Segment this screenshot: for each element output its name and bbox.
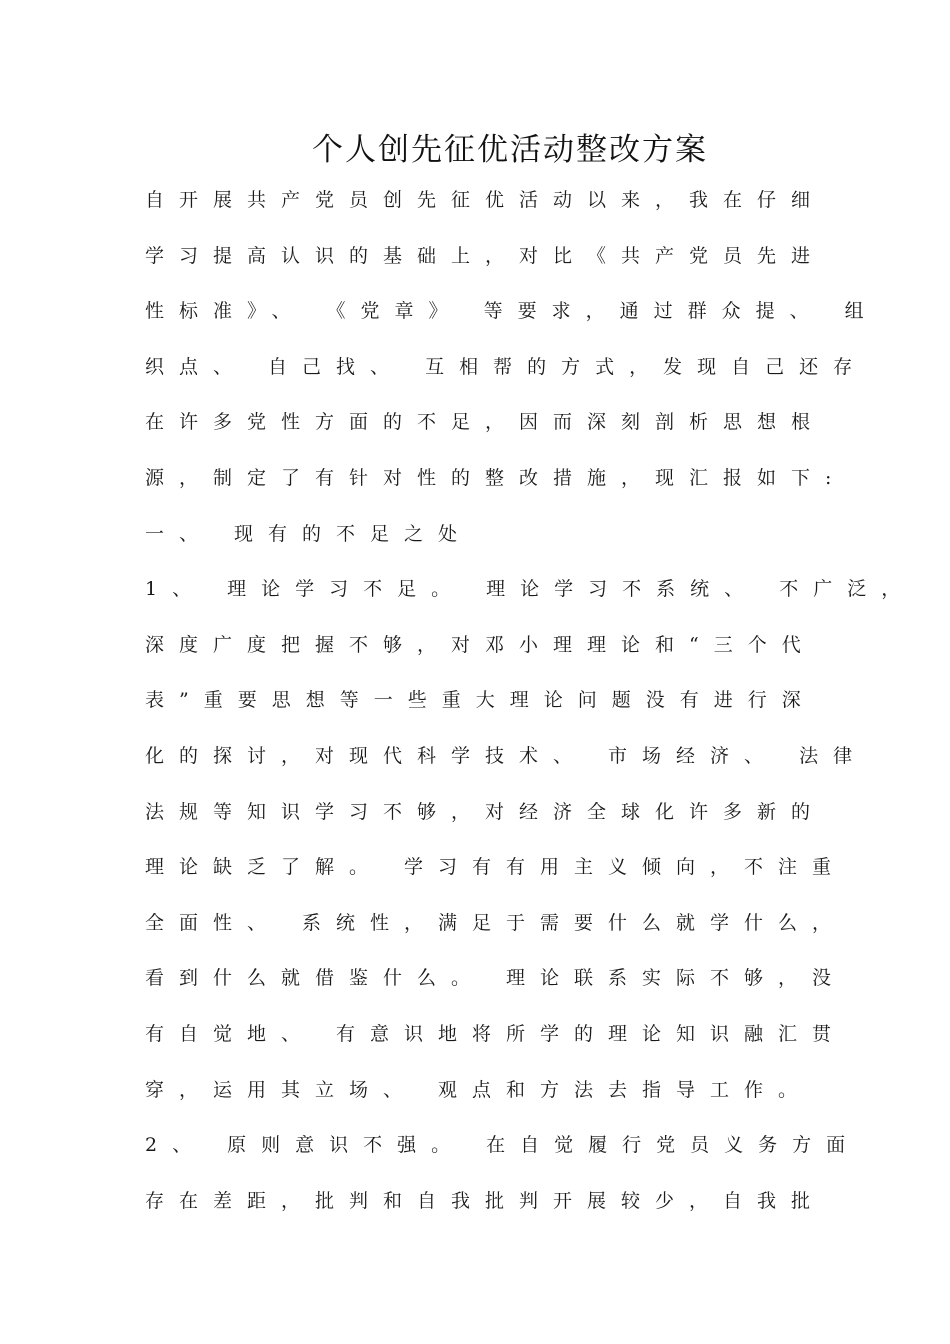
text-line: 全面性、 系统性，满足于需要什么就学什么， [145,911,847,934]
text-line: 表”重要思想等一些重大理论问题没有进行深 [145,689,816,712]
text-line: 在许多党性方面的不足，因而深刻剖析思想根 [145,411,826,434]
document-body [145,184,916,1240]
text-line: 穿，运用其立场、 观点和方法去指导工作。 [145,1078,813,1101]
text-line: 有自觉地、 有意识地将所学的理论知识融汇贯 [145,1022,847,1045]
text-line: 深度广度把握不够，对邓小理理论和“三个代 [145,633,816,656]
text-line: 织点、 自己找、 互相帮的方式，发现自己还存 [145,355,868,378]
section-heading: 一、 现有的不足之处 [145,522,473,545]
text-line: 化的探讨，对现代科学技术、 市场经济、 法律 [145,744,868,767]
text-line: 1、 理论学习不足。 理论学习不系统、 不广泛， [145,578,916,601]
text-line: 法规等知识学习不够，对经济全球化许多新的 [145,800,826,823]
text-line: 源，制定了有针对性的整改措施，现汇报如下: [145,466,847,489]
text-line: 学习提高认识的基础上，对比《共产党员先进 [145,244,826,267]
text-line: 理论缺乏了解。 学习有有用主义倾向，不注重 [145,856,847,879]
text-line: 自开展共产党员创先征优活动以来，我在仔细 [145,189,826,211]
document-title: 个人创先征优活动整改方案 [312,132,708,168]
text-line: 性标准》、 《党章》 等要求，通过群众提、 组 [145,300,879,323]
text-line: 2、 原则意识不强。 在自觉履行党员义务方面 [145,1134,861,1157]
text-line: 存在差距，批判和自我批判开展较少，自我批 [145,1189,826,1212]
text-line: 看到什么就借鉴什么。 理论联系实际不够，没 [145,967,847,990]
